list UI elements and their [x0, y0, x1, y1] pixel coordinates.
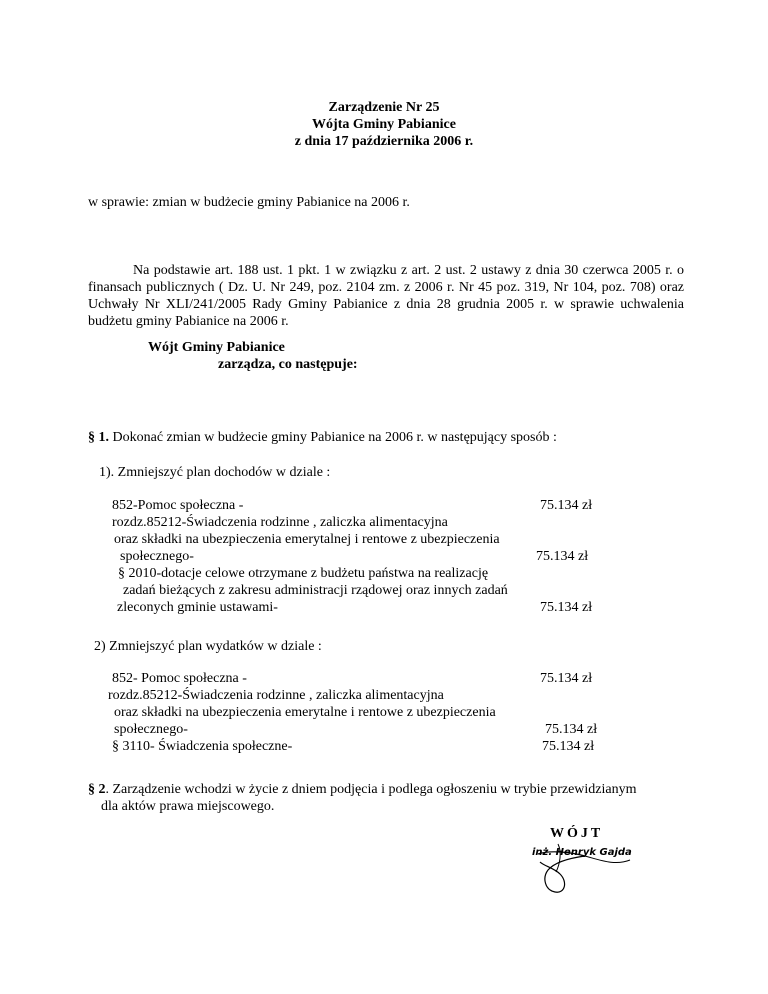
issue-date: z dnia 17 października 2006 r. [294, 134, 474, 149]
paragraph-2-text: . Zarządzenie wchodzi w życie z dniem podjęcia i podlega ogłoszeniu w trybie przewidzianym [105, 782, 637, 797]
issuer: Wójta Gminy Pabianice [312, 117, 456, 132]
stamp-title: WÓJT [550, 826, 604, 841]
paragraph-1-text: Dokonać zmian w budżecie gminy Pabianice na 2006 r. w następujący sposób : [109, 430, 557, 445]
income-value-7: 75.134 zł [540, 600, 593, 615]
expense-line-5: § 3110- Świadczenia społeczne- [112, 739, 293, 754]
income-line-4: społecznego- [120, 549, 194, 564]
signature-stamp [530, 822, 640, 902]
expense-line-3: oraz składki na ubezpieczenia emerytalne i rentowe z ubezpieczenia [114, 705, 496, 720]
paragraph-2-label: § 2 [88, 782, 106, 797]
subject-line: w sprawie: zmian w budżecie gminy Pabianice na 2006 r. [88, 195, 410, 210]
decree-verb: zarządza, co następuje: [218, 357, 358, 372]
paragraph-1-label: § 1. [88, 430, 109, 445]
expense-line-4: społecznego- [114, 722, 188, 737]
paragraph-2 [88, 782, 637, 798]
expense-value-5: 75.134 zł [542, 739, 595, 754]
stamp-name: inż. Henryk Gajda [532, 847, 632, 858]
expense-line-2: rozdz.85212-Świadczenia rodzinne , zaliczka alimentacyjna [108, 688, 444, 703]
income-line-7: zleconych gminie ustawami- [117, 600, 278, 615]
expense-value-4: 75.134 zł [545, 722, 598, 737]
legal-basis-text: Na podstawie art. 188 ust. 1 pkt. 1 w związku z art. 2 ust. 2 ustawy z dnia 30 czerwca 2005 r. o finansach publicznych ( Dz. U. Nr 249, poz. 2104 zm. z 2006 r. Nr 45 poz. 319, Nr 104, poz. 708) oraz Uchwały Nr XLI/241/2005 Rady Gminy Pabianice z dnia 28 grudnia 2005 r. w sprawie uchwalenia budżetu gminy Pabianice na 2006 r. [88, 263, 684, 329]
paragraph-1 [88, 430, 557, 446]
expense-line-1: 852- Pomoc społeczna - [112, 671, 247, 686]
income-value-1: 75.134 zł [540, 498, 593, 513]
income-value-4: 75.134 zł [536, 549, 589, 564]
expense-value-1: 75.134 zł [540, 671, 593, 686]
legal-basis-paragraph [88, 262, 684, 330]
document-title: Zarządzenie Nr 25 [328, 100, 440, 115]
income-line-5: § 2010-dotacje celowe otrzymane z budżetu państwa na realizację [118, 566, 489, 581]
paragraph-2-continuation: dla aktów prawa miejscowego. [101, 799, 275, 814]
income-line-6: zadań bieżących z zakresu administracji rządowej oraz innych zadań [123, 583, 508, 598]
handwritten-signature [530, 822, 640, 902]
income-line-2: rozdz.85212-Świadczenia rodzinne , zaliczka alimentacyjna [112, 515, 448, 530]
income-line-3: oraz składki na ubezpieczenia emerytalnej i rentowe z ubezpieczenia [114, 532, 500, 547]
expense-heading: 2) Zmniejszyć plan wydatków w dziale : [94, 639, 322, 654]
decree-subject: Wójt Gminy Pabianice [148, 340, 285, 355]
income-line-1: 852-Pomoc społeczna - [112, 498, 244, 513]
income-heading: 1). Zmniejszyć plan dochodów w dziale : [99, 465, 331, 480]
